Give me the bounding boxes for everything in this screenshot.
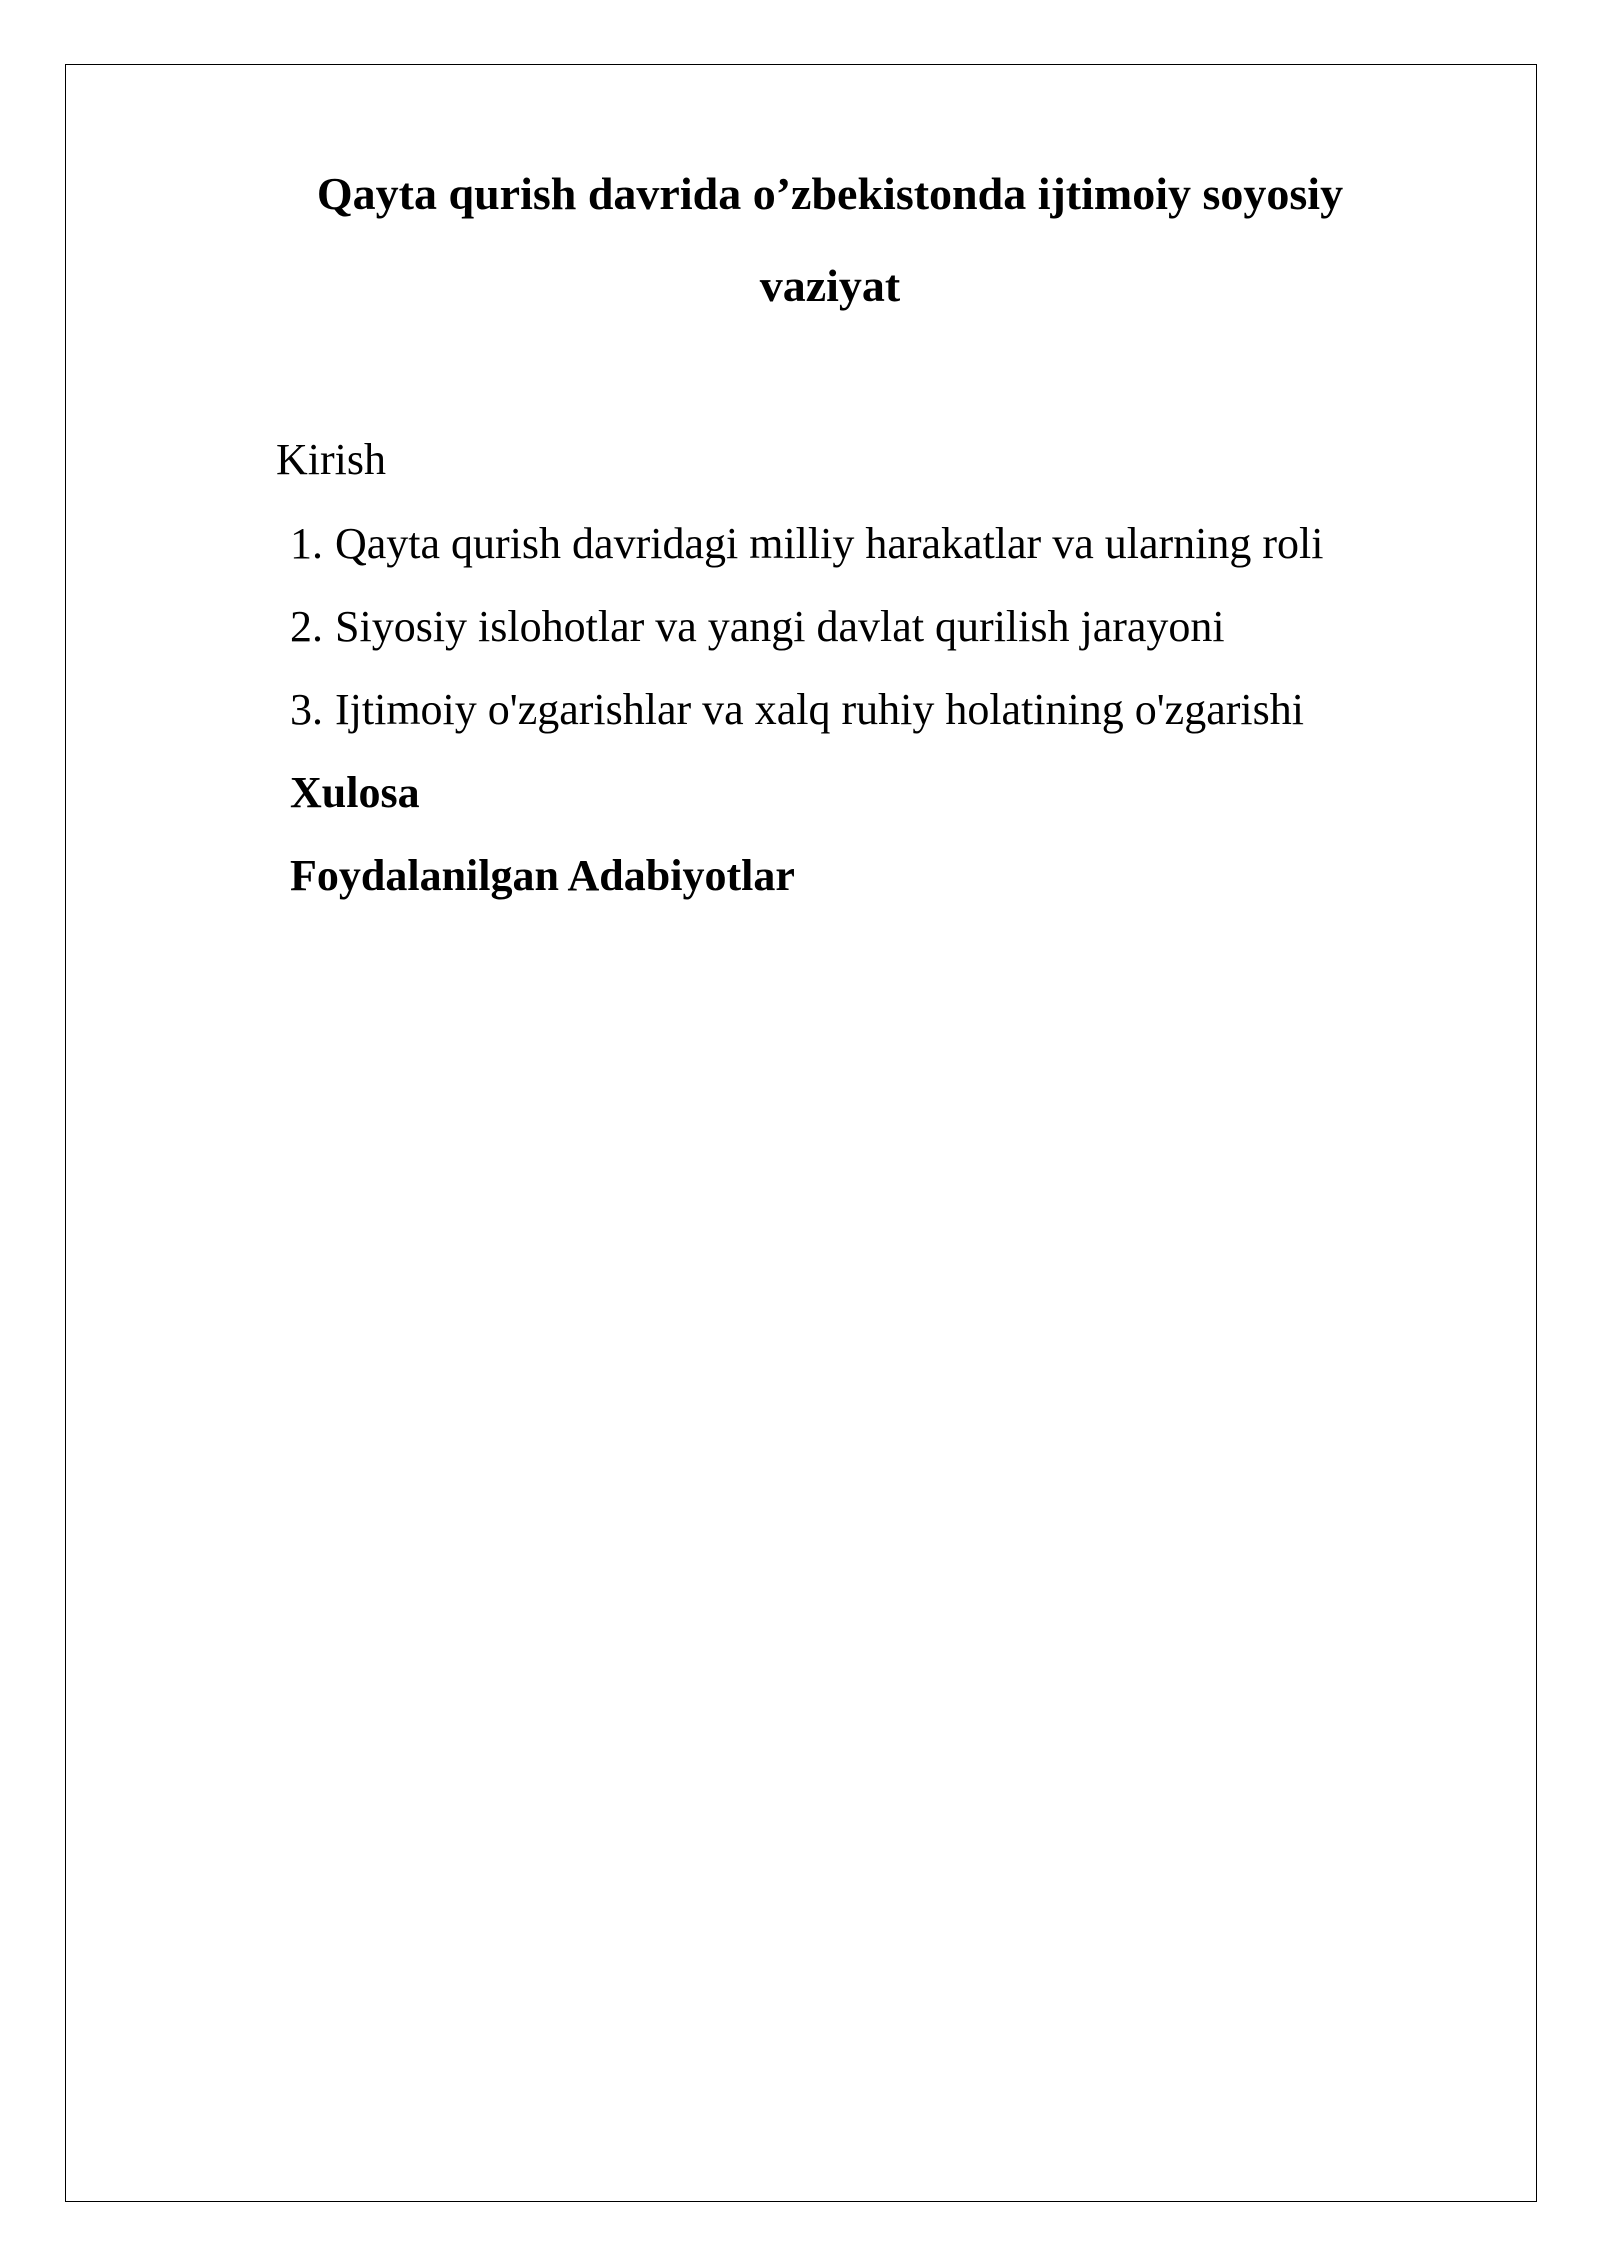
toc-item xyxy=(290,518,1323,570)
toc-item-text: Ijtimoiy o'zgarishlar va xalq ruhiy holatining o'zgarishi xyxy=(335,685,1304,734)
toc-conclusion: Xulosa xyxy=(290,768,420,817)
toc-item-number: 3. xyxy=(290,685,323,734)
title-line-1: Qayta qurish davrida o’zbekistonda ijtimoiy soyosiy xyxy=(316,168,1344,219)
title-line-2: vaziyat xyxy=(759,260,901,311)
toc-item xyxy=(290,684,1304,736)
toc-item-number: 2. xyxy=(290,602,323,651)
toc-intro: Kirish xyxy=(276,435,386,484)
toc-item xyxy=(290,601,1225,653)
toc-references: Foydalanilgan Adabiyotlar xyxy=(290,851,795,900)
toc-item-text: Qayta qurish davridagi milliy harakatlar va ularning roli xyxy=(335,519,1324,568)
toc-item-number: 1. xyxy=(290,519,323,568)
toc-item-text: Siyosiy islohotlar va yangi davlat qurilish jarayoni xyxy=(335,602,1225,651)
